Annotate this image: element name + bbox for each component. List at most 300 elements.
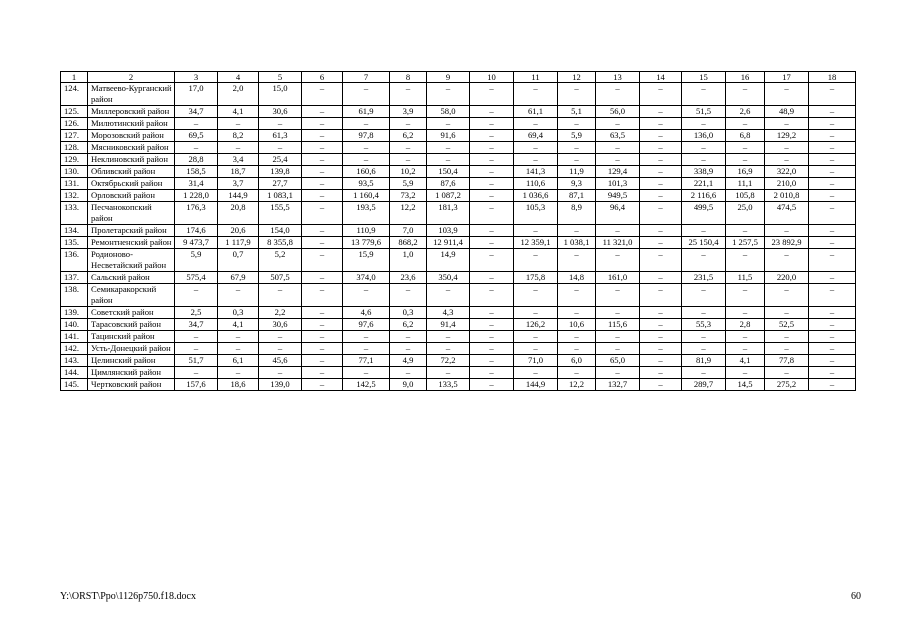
table-cell: 1 228,0 — [175, 190, 218, 202]
table-cell: 210,0 — [765, 178, 809, 190]
table-cell: – — [726, 225, 765, 237]
table-cell: 5,9 — [175, 249, 218, 272]
table-cell: – — [809, 130, 856, 142]
table-cell: – — [514, 249, 558, 272]
table-row — [61, 106, 856, 118]
table-cell: 71,0 — [514, 355, 558, 367]
column-header: 9 — [427, 72, 470, 83]
table-cell: – — [218, 331, 259, 343]
table-cell: – — [809, 202, 856, 225]
table-cell: 8,9 — [558, 202, 596, 225]
table-cell: – — [682, 331, 726, 343]
table-cell: 20,6 — [218, 225, 259, 237]
table-cell: – — [640, 178, 682, 190]
table-cell: 7,0 — [390, 225, 427, 237]
table-cell: – — [514, 367, 558, 379]
table-cell: 34,7 — [175, 319, 218, 331]
table-cell: – — [470, 379, 514, 391]
district-name: Милютинский район — [88, 118, 175, 130]
table-cell: 1 257,5 — [726, 237, 765, 249]
table-cell: – — [726, 307, 765, 319]
table-cell: – — [682, 118, 726, 130]
table-cell: 31,4 — [175, 178, 218, 190]
table-cell: 58,0 — [427, 106, 470, 118]
table-cell: 0,7 — [218, 249, 259, 272]
row-number: 129. — [61, 154, 88, 166]
table-cell: 15,9 — [343, 249, 390, 272]
table-cell: – — [390, 343, 427, 355]
table-cell: – — [470, 367, 514, 379]
table-cell: – — [765, 249, 809, 272]
row-number: 130. — [61, 166, 88, 178]
table-cell: – — [640, 249, 682, 272]
table-cell: 1 083,1 — [259, 190, 302, 202]
table-cell: – — [470, 106, 514, 118]
table-cell: 73,2 — [390, 190, 427, 202]
table-cell: 5,9 — [390, 178, 427, 190]
table-cell: 97,8 — [343, 130, 390, 142]
table-cell: 25,4 — [259, 154, 302, 166]
table-cell: – — [175, 367, 218, 379]
table-cell: 374,0 — [343, 272, 390, 284]
table-cell: 25 150,4 — [682, 237, 726, 249]
district-name: Семикаракорский район — [88, 284, 175, 307]
table-cell: – — [470, 154, 514, 166]
table-cell: – — [470, 319, 514, 331]
table-cell: 338,9 — [682, 166, 726, 178]
table-cell: – — [302, 118, 343, 130]
table-cell: 69,4 — [514, 130, 558, 142]
table-cell: – — [809, 83, 856, 106]
table-cell: 4,9 — [390, 355, 427, 367]
table-cell: 91,4 — [427, 319, 470, 331]
header-row — [61, 72, 856, 83]
table-cell: 144,9 — [218, 190, 259, 202]
table-cell: – — [302, 178, 343, 190]
table-cell: 158,5 — [175, 166, 218, 178]
table-cell: – — [514, 118, 558, 130]
table-cell: 16,9 — [726, 166, 765, 178]
table-row — [61, 190, 856, 202]
table-cell: – — [809, 355, 856, 367]
table-cell: 4,3 — [427, 307, 470, 319]
table-cell: 220,0 — [765, 272, 809, 284]
table-cell: 18,7 — [218, 166, 259, 178]
column-header: 12 — [558, 72, 596, 83]
table-cell: – — [640, 331, 682, 343]
table-cell: 6,8 — [726, 130, 765, 142]
table-cell: 136,0 — [682, 130, 726, 142]
table-cell: 2,0 — [218, 83, 259, 106]
district-name: Пролетарский район — [88, 225, 175, 237]
table-cell: – — [427, 118, 470, 130]
table-cell: – — [427, 367, 470, 379]
table-cell: 93,5 — [343, 178, 390, 190]
table-cell: – — [302, 284, 343, 307]
table-cell: – — [302, 130, 343, 142]
table-cell: – — [596, 83, 640, 106]
table-row — [61, 225, 856, 237]
district-name: Цимлянский район — [88, 367, 175, 379]
table-cell: 8,2 — [218, 130, 259, 142]
table-cell: – — [302, 331, 343, 343]
table-cell: 155,5 — [259, 202, 302, 225]
table-cell: 139,0 — [259, 379, 302, 391]
table-cell: – — [343, 284, 390, 307]
table-cell: – — [765, 154, 809, 166]
table-cell: 5,2 — [259, 249, 302, 272]
table-cell: – — [596, 343, 640, 355]
column-header: 13 — [596, 72, 640, 83]
table-cell: 23 892,9 — [765, 237, 809, 249]
table-row — [61, 130, 856, 142]
column-header: 11 — [514, 72, 558, 83]
table-cell: 175,8 — [514, 272, 558, 284]
district-name: Мясниковский район — [88, 142, 175, 154]
table-cell: – — [726, 331, 765, 343]
table-cell: – — [765, 83, 809, 106]
table-cell: 20,8 — [218, 202, 259, 225]
column-header: 14 — [640, 72, 682, 83]
table-cell: 9 473,7 — [175, 237, 218, 249]
row-number: 124. — [61, 83, 88, 106]
row-number: 136. — [61, 249, 88, 272]
table-cell: – — [765, 307, 809, 319]
table-row — [61, 307, 856, 319]
table-cell: – — [302, 142, 343, 154]
table-cell: – — [302, 355, 343, 367]
column-header: 8 — [390, 72, 427, 83]
table-cell: 174,6 — [175, 225, 218, 237]
table-cell: – — [470, 118, 514, 130]
column-header: 5 — [259, 72, 302, 83]
table-cell: – — [726, 284, 765, 307]
table-cell: – — [596, 367, 640, 379]
table-cell: – — [514, 284, 558, 307]
table-cell: – — [596, 249, 640, 272]
table-cell: 61,1 — [514, 106, 558, 118]
district-name: Родионово-Несветайский район — [88, 249, 175, 272]
table-cell: – — [640, 237, 682, 249]
column-header: 17 — [765, 72, 809, 83]
table-cell: – — [558, 142, 596, 154]
table-cell: – — [765, 142, 809, 154]
table-cell: 30,6 — [259, 106, 302, 118]
table-cell: 14,5 — [726, 379, 765, 391]
table-cell: – — [343, 83, 390, 106]
table-cell: – — [682, 284, 726, 307]
table-cell: 499,5 — [682, 202, 726, 225]
table-cell: 176,3 — [175, 202, 218, 225]
table-cell: 2,6 — [726, 106, 765, 118]
table-cell: – — [427, 343, 470, 355]
table-cell: – — [343, 331, 390, 343]
table-cell: – — [809, 272, 856, 284]
column-header: 18 — [809, 72, 856, 83]
table-cell: 8 355,8 — [259, 237, 302, 249]
table-cell: 77,8 — [765, 355, 809, 367]
district-name: Песчанокопский район — [88, 202, 175, 225]
table-cell: – — [596, 225, 640, 237]
row-number: 144. — [61, 367, 88, 379]
table-cell: – — [558, 331, 596, 343]
table-cell: – — [259, 284, 302, 307]
table-cell: 10,6 — [558, 319, 596, 331]
table-cell: – — [640, 166, 682, 178]
table-cell: 55,3 — [682, 319, 726, 331]
district-name: Неклиновский район — [88, 154, 175, 166]
table-cell: – — [640, 272, 682, 284]
district-name: Орловский район — [88, 190, 175, 202]
table-cell: 34,7 — [175, 106, 218, 118]
table-cell: 13 779,6 — [343, 237, 390, 249]
row-number: 125. — [61, 106, 88, 118]
table-cell: 72,2 — [427, 355, 470, 367]
table-cell: – — [259, 343, 302, 355]
table-cell: 18,6 — [218, 379, 259, 391]
table-row — [61, 142, 856, 154]
row-number: 128. — [61, 142, 88, 154]
table-row — [61, 343, 856, 355]
table-cell: 87,6 — [427, 178, 470, 190]
table-cell: 23,6 — [390, 272, 427, 284]
table-cell: 141,3 — [514, 166, 558, 178]
table-cell: – — [765, 367, 809, 379]
table-cell: – — [640, 343, 682, 355]
table-cell: – — [514, 307, 558, 319]
column-header: 4 — [218, 72, 259, 83]
district-name: Целинский район — [88, 355, 175, 367]
table-cell: 4,1 — [218, 319, 259, 331]
table-cell: – — [175, 142, 218, 154]
table-cell: – — [427, 154, 470, 166]
table-cell: – — [218, 142, 259, 154]
table-cell: – — [390, 284, 427, 307]
table-cell: 154,0 — [259, 225, 302, 237]
table-cell: 63,5 — [596, 130, 640, 142]
table-cell: – — [343, 142, 390, 154]
table-cell: 12 359,1 — [514, 237, 558, 249]
table-cell: 67,9 — [218, 272, 259, 284]
table-cell: – — [302, 154, 343, 166]
table-row — [61, 367, 856, 379]
table-cell: – — [390, 83, 427, 106]
table-cell: – — [809, 142, 856, 154]
table-cell: – — [726, 367, 765, 379]
table-cell: 103,9 — [427, 225, 470, 237]
table-row — [61, 379, 856, 391]
table-cell: 110,6 — [514, 178, 558, 190]
data-table — [60, 71, 856, 391]
district-name: Октябрьский район — [88, 178, 175, 190]
table-cell: – — [259, 142, 302, 154]
table-cell: 56,0 — [596, 106, 640, 118]
table-cell: 81,9 — [682, 355, 726, 367]
table-cell: 2 116,6 — [682, 190, 726, 202]
district-name: Советский район — [88, 307, 175, 319]
table-cell: 51,7 — [175, 355, 218, 367]
table-cell: 0,3 — [390, 307, 427, 319]
table-cell: – — [558, 154, 596, 166]
table-cell: 5,9 — [558, 130, 596, 142]
table-cell: – — [427, 83, 470, 106]
table-cell: 3,7 — [218, 178, 259, 190]
table-cell: 3,9 — [390, 106, 427, 118]
table-cell: 322,0 — [765, 166, 809, 178]
table-row — [61, 83, 856, 106]
table-cell: – — [682, 142, 726, 154]
table-cell: 61,3 — [259, 130, 302, 142]
table-cell: – — [175, 331, 218, 343]
table-cell: – — [558, 343, 596, 355]
table-cell: – — [514, 343, 558, 355]
table-cell: 25,0 — [726, 202, 765, 225]
row-number: 137. — [61, 272, 88, 284]
table-cell: 160,6 — [343, 166, 390, 178]
table-cell: – — [427, 331, 470, 343]
table-row — [61, 331, 856, 343]
table-row — [61, 154, 856, 166]
table-cell: – — [558, 83, 596, 106]
row-number: 142. — [61, 343, 88, 355]
table-cell: – — [809, 343, 856, 355]
table-cell: – — [558, 284, 596, 307]
table-cell: – — [390, 118, 427, 130]
table-cell: – — [302, 166, 343, 178]
table-cell: 4,1 — [218, 106, 259, 118]
table-cell: 96,4 — [596, 202, 640, 225]
table-cell: – — [809, 367, 856, 379]
table-cell: 30,6 — [259, 319, 302, 331]
table-cell: – — [640, 130, 682, 142]
table-cell: 97,6 — [343, 319, 390, 331]
table-cell: – — [514, 225, 558, 237]
table-cell: 5,1 — [558, 106, 596, 118]
table-cell: 0,3 — [218, 307, 259, 319]
row-number: 135. — [61, 237, 88, 249]
table-cell: 69,5 — [175, 130, 218, 142]
table-cell: – — [218, 343, 259, 355]
district-name: Морозовский район — [88, 130, 175, 142]
table-cell: – — [302, 343, 343, 355]
table-cell: 45,6 — [259, 355, 302, 367]
table-cell: – — [809, 307, 856, 319]
table-cell: 1,0 — [390, 249, 427, 272]
table-cell: 110,9 — [343, 225, 390, 237]
table-cell: 221,1 — [682, 178, 726, 190]
table-cell: 17,0 — [175, 83, 218, 106]
table-cell: – — [470, 237, 514, 249]
table-cell: 28,8 — [175, 154, 218, 166]
table-cell: – — [259, 367, 302, 379]
table-cell: 105,3 — [514, 202, 558, 225]
table-cell: 1 087,2 — [427, 190, 470, 202]
table-cell: – — [765, 284, 809, 307]
table-cell: – — [470, 202, 514, 225]
table-cell: – — [726, 83, 765, 106]
row-number: 139. — [61, 307, 88, 319]
table-cell: – — [343, 118, 390, 130]
table-cell: – — [302, 202, 343, 225]
table-cell: 2,8 — [726, 319, 765, 331]
table-cell: – — [470, 225, 514, 237]
table-cell: – — [809, 249, 856, 272]
table-cell: 9,0 — [390, 379, 427, 391]
table-cell: – — [470, 343, 514, 355]
table-cell: 11,1 — [726, 178, 765, 190]
table-cell: – — [809, 319, 856, 331]
table-cell: 6,2 — [390, 130, 427, 142]
table-cell: 142,5 — [343, 379, 390, 391]
table-cell: – — [390, 367, 427, 379]
table-cell: – — [470, 83, 514, 106]
table-cell: – — [682, 83, 726, 106]
table-cell: – — [302, 307, 343, 319]
table-row — [61, 272, 856, 284]
table-cell: – — [640, 355, 682, 367]
table-cell: 65,0 — [596, 355, 640, 367]
table-cell: – — [175, 118, 218, 130]
table-cell: 507,5 — [259, 272, 302, 284]
table-cell: – — [596, 118, 640, 130]
table-cell: 101,3 — [596, 178, 640, 190]
table-cell: – — [765, 331, 809, 343]
table-cell: 575,4 — [175, 272, 218, 284]
table-cell: – — [640, 154, 682, 166]
table-cell: – — [640, 225, 682, 237]
table-row — [61, 118, 856, 130]
table-cell: 157,6 — [175, 379, 218, 391]
table-cell: 949,5 — [596, 190, 640, 202]
district-name: Миллеровский район — [88, 106, 175, 118]
table-cell: 87,1 — [558, 190, 596, 202]
table-cell: 1 160,4 — [343, 190, 390, 202]
table-cell: 1 117,9 — [218, 237, 259, 249]
table-cell: – — [640, 190, 682, 202]
table-cell: 6,0 — [558, 355, 596, 367]
table-cell: – — [302, 190, 343, 202]
district-name: Тарасовский район — [88, 319, 175, 331]
table-cell: 12,2 — [558, 379, 596, 391]
table-cell: – — [558, 225, 596, 237]
row-number: 126. — [61, 118, 88, 130]
district-name: Усть-Донецкий район — [88, 343, 175, 355]
table-cell: – — [640, 106, 682, 118]
table-cell: – — [596, 307, 640, 319]
table-cell: 6,1 — [218, 355, 259, 367]
table-cell: – — [682, 367, 726, 379]
table-cell: 48,9 — [765, 106, 809, 118]
table-cell: – — [259, 118, 302, 130]
table-cell: 4,1 — [726, 355, 765, 367]
district-name: Обливский район — [88, 166, 175, 178]
table-cell: – — [596, 142, 640, 154]
table-cell: 15,0 — [259, 83, 302, 106]
table-cell: – — [514, 331, 558, 343]
table-cell: – — [640, 367, 682, 379]
table-cell: – — [302, 272, 343, 284]
table-cell: – — [390, 142, 427, 154]
row-number: 140. — [61, 319, 88, 331]
row-number: 131. — [61, 178, 88, 190]
table-cell: 27,7 — [259, 178, 302, 190]
table-cell: 12,2 — [390, 202, 427, 225]
table-cell: 4,6 — [343, 307, 390, 319]
table-cell: – — [809, 154, 856, 166]
table-cell: – — [596, 284, 640, 307]
table-cell: – — [302, 367, 343, 379]
table-cell: – — [302, 249, 343, 272]
